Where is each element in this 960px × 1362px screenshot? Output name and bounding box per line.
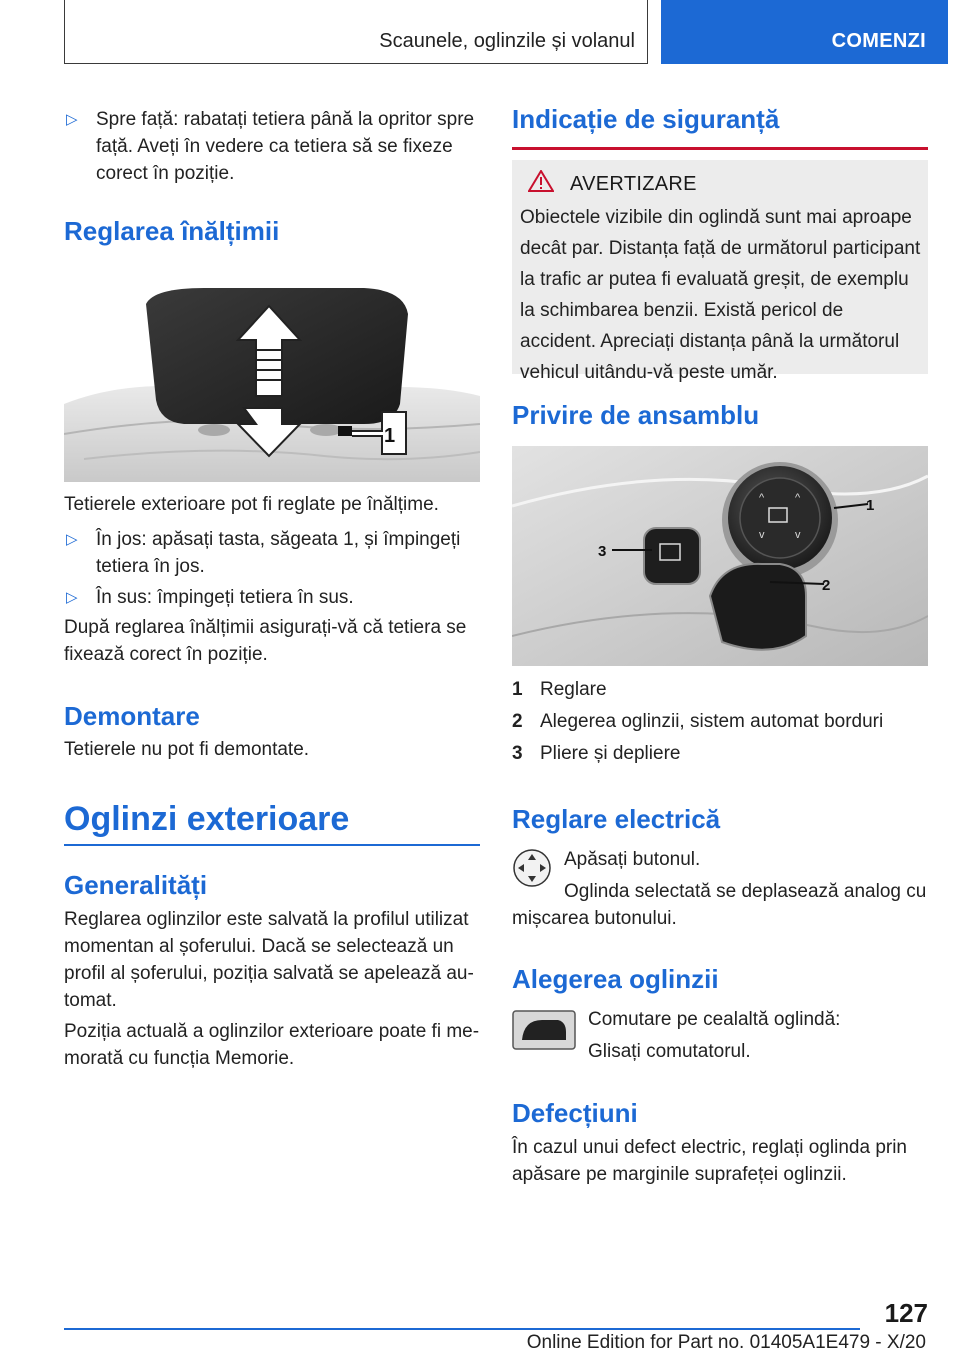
para-choose-1: Comutare pe cealaltă oglindă: — [588, 1009, 841, 1030]
bullet-up: ▷ În sus: împingeți tetiera în sus. — [64, 584, 480, 611]
overview-callout-2: 2 — [822, 577, 831, 594]
bullet-triangle-icon: ▷ — [66, 531, 78, 548]
para-removal: Tetierele nu pot fi demontate. — [64, 739, 310, 760]
para-faults: În cazul unui defect electric, reglați oglinda prin apăsare pe marginile suprafeței oglinzii. — [512, 1137, 908, 1185]
header-section-label: Scaunele, oglinzile și volanul — [379, 30, 635, 52]
heading-height-adjust: Reglarea înălțimii — [64, 216, 280, 246]
bullet-triangle-icon: ▷ — [66, 589, 78, 606]
heading-electric-adjust: Reglare electrică — [512, 804, 721, 834]
header-tab-label: COMENZI — [831, 30, 926, 52]
footer-edition: Online Edition for Part no. 01405A1E479 - X/20 — [526, 1332, 926, 1353]
heading-safety: Indicație de siguranță — [512, 104, 780, 134]
svg-text:v: v — [795, 529, 801, 541]
warning-title-row — [520, 170, 922, 198]
para-choose-2: Glisați comutatorul. — [588, 1041, 751, 1062]
para-electric-1: Apăsați butonul. — [564, 849, 701, 870]
warning-title: AVERTIZARE — [570, 172, 697, 195]
para-height: Tetierele exterioare pot fi reglate pe înălțime. — [64, 494, 439, 515]
warning-triangle-icon — [528, 170, 554, 198]
page-number: 127 — [884, 1298, 928, 1328]
overview-callout-1: 1 — [866, 497, 875, 514]
heading-overview: Privire de ansamblu — [512, 400, 760, 430]
warning-top-rule — [512, 147, 928, 150]
overview-callout-3: 3 — [598, 543, 607, 560]
header-chapter-tab[interactable] — [661, 0, 948, 64]
mirror-controls-illustration — [512, 446, 928, 666]
svg-text:^: ^ — [759, 492, 765, 504]
bullet-front: ▷ Spre față: rabatați tetiera până la opritor spre față. Aveți în vedere ca tetiera să se fixeze corect în poziție. — [64, 106, 480, 187]
footer-rule — [64, 1328, 860, 1330]
heading-mirror-select: Alegerea oglinzii — [512, 964, 719, 994]
header-section-title — [64, 0, 648, 64]
headrest-image — [64, 284, 480, 482]
para-general-2: Poziția actuală a oglinzilor exterioare poate fi memorată cu funcția Memorie. — [64, 1021, 480, 1069]
bullet-triangle-icon: ▷ — [66, 111, 78, 128]
heading-rule — [64, 844, 480, 846]
overview-legend — [512, 674, 928, 770]
warning-box — [512, 160, 928, 383]
mirror-switch-icon — [512, 1010, 576, 1050]
legend-item: 3 Pliere și depliere — [512, 743, 681, 764]
para-after-adjust: După reglarea înălțimii asigurați-vă că tetiera se fixează corect în poziție. — [64, 617, 467, 665]
bullet-down: ▷ În jos: apăsați tasta, săgeata 1, și împingeți tetiera în jos. — [64, 526, 480, 580]
legend-item: 1 Reglare — [512, 679, 607, 700]
headrest-callout-1: 1 — [384, 425, 396, 447]
mirror-controls-image — [512, 446, 928, 666]
heading-removal: Demontare — [64, 701, 200, 731]
svg-text:^: ^ — [795, 492, 801, 504]
heading-general: Generalități — [64, 870, 208, 900]
warning-text: Obiectele vizibile din oglindă sunt mai aproape decât par. Distanța față de următorul participant la trafic ar putea fi evaluată greșit, de exemplu la schimbarea benzii. Există pericol de accident. Apreciați distanța până la următorul vehicul uitându-vă peste umăr. — [520, 207, 921, 383]
headrest-illustration — [64, 284, 480, 482]
legend-item: 2 Alegerea oglinzii, sistem automat borduri — [512, 711, 884, 732]
svg-text:v: v — [759, 529, 765, 541]
para-general-1: Reglarea oglinzilor este salvată la profilul utilizat momentan al șoferului. Dacă se selectează un profil al șoferului, poziția salvată se apelează automat. — [64, 909, 474, 1011]
para-electric-2: Oglinda selectată se deplasează analog cu mișcarea butonului. — [512, 881, 927, 929]
heading-exterior-mirrors: Oglinzi exterioare — [64, 800, 350, 838]
heading-faults: Defecțiuni — [512, 1098, 638, 1128]
